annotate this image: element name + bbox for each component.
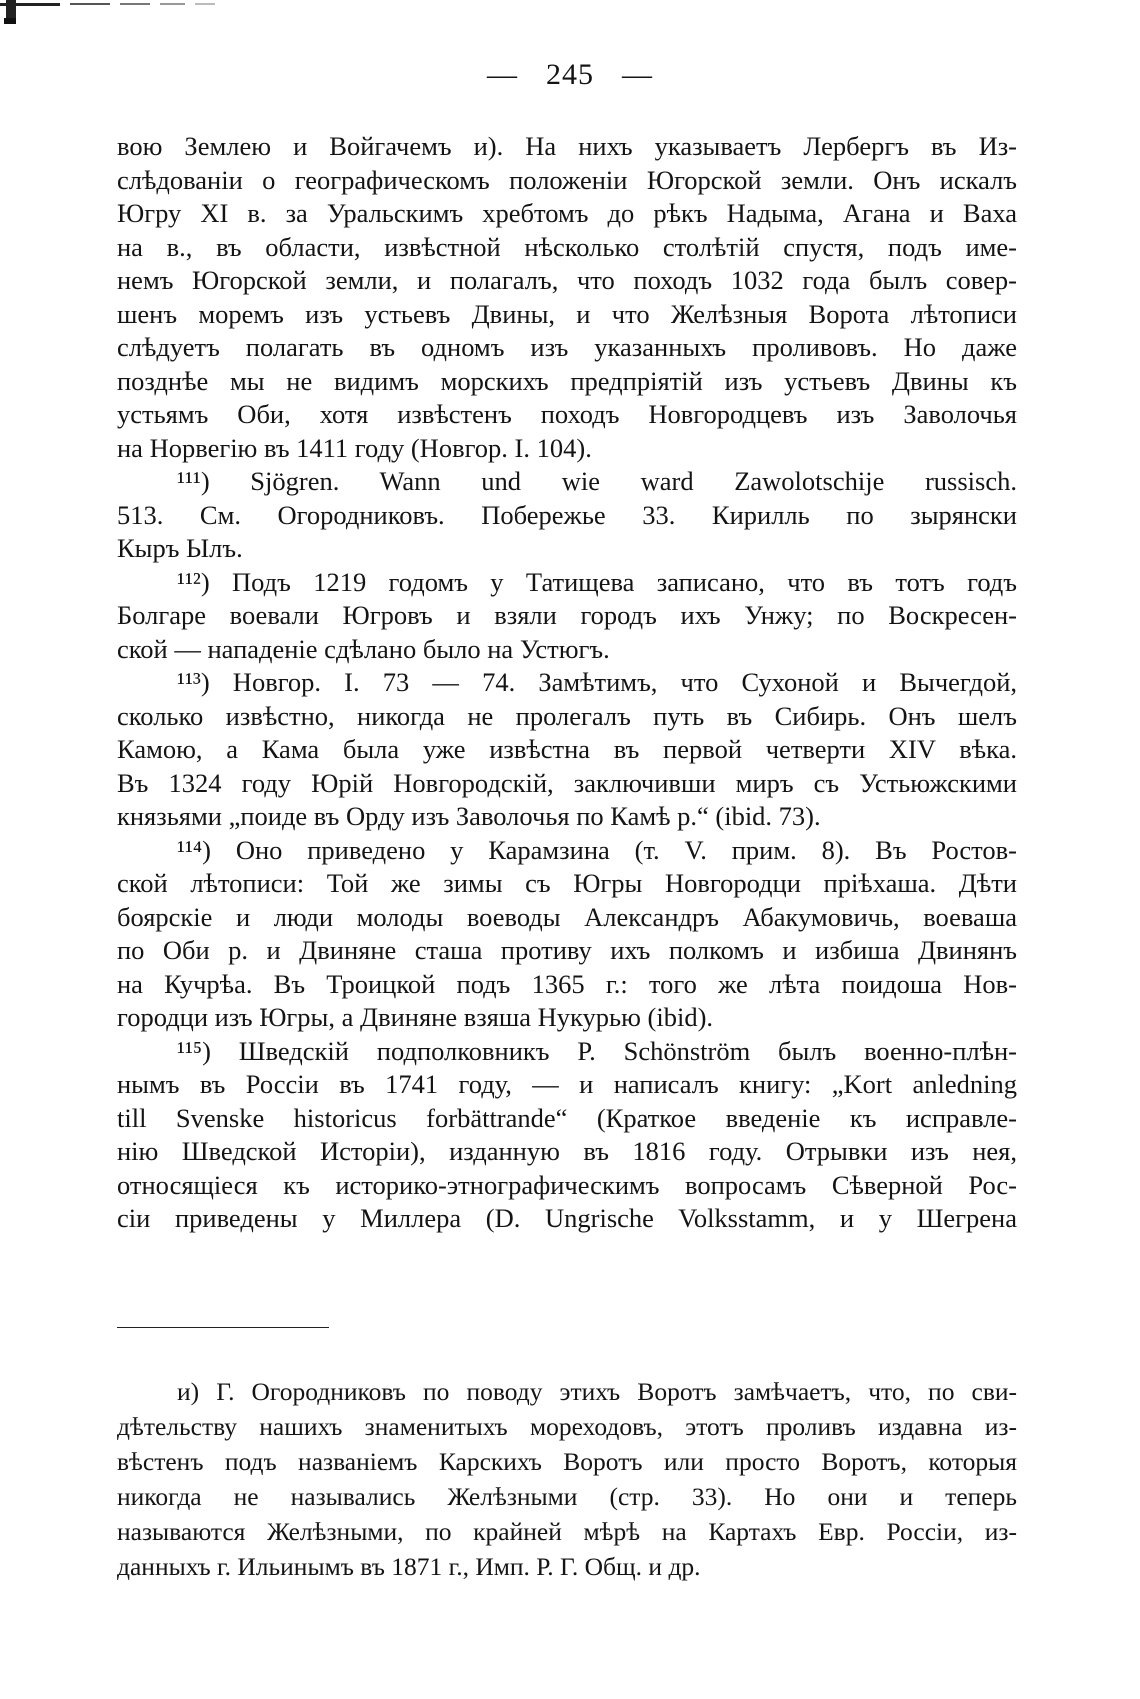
- footnote-line: дѣтельству нашихъ знаменитыхъ мореходовъ, этотъ проливъ издавна из-: [117, 1412, 1017, 1441]
- text-line: немъ Югорской земли, и полагалъ, что походъ 1032 года былъ совер-: [117, 265, 1017, 295]
- text-line: ¹¹²) Подъ 1219 годомъ у Татищева записано, что въ тотъ годъ: [177, 566, 1017, 597]
- text-line: сіи приведены у Миллера (D. Ungrische Volksstamm, и у Шегрена: [117, 1203, 1017, 1233]
- text-line: Болгаре воевали Югровъ и взяли городъ ихъ Унжу; по Воскресен-: [117, 600, 1017, 630]
- text-line: вою Землею и Войгачемъ и). На нихъ указываетъ Лербергъ въ Из-: [117, 131, 1017, 161]
- footnote-line: вѣстенъ подъ названіемъ Карскихъ Воротъ или просто Воротъ, которыя: [117, 1447, 1017, 1476]
- note-114: [117, 834, 1017, 1035]
- text-line: нію Шведской Исторіи), изданную въ 1816 году. Отрывки изъ нея,: [117, 1136, 1017, 1166]
- text-line: ¹¹¹) Sjögren. Wann und wie ward Zawolotschije russisch.: [177, 466, 1017, 496]
- text-line: по Оби р. и Двиняне сташа противу ихъ полкомъ и избиша Двинянъ: [117, 935, 1017, 965]
- page-number-header: [0, 58, 1140, 92]
- text-line: боярскіе и люди молоды воеводы Александръ Абакумовичь, воеваша: [117, 901, 1017, 932]
- text-line: слѣдуетъ полагать въ одномъ изъ указанныхъ проливовъ. Но даже: [117, 332, 1017, 362]
- footnote-line: называются Желѣзными, по крайней мѣрѣ на Картахъ Евр. Россіи, из-: [117, 1517, 1017, 1546]
- text-line: ¹¹³) Новгор. I. 73 — 74. Замѣтимъ, что Сухоной и Вычегдой,: [177, 667, 1017, 697]
- text-line: на Кучрѣа. Въ Троицкой подъ 1365 г.: того же лѣта поидоша Нов-: [117, 968, 1017, 999]
- paragraph-continuation: [117, 130, 1017, 465]
- footnote-line: данныхъ г. Ильинымъ въ 1871 г., Имп. Р. Г. Общ. и др.: [117, 1552, 701, 1581]
- text-line: позднѣе мы не видимъ морскихъ предпріятій изъ устьевъ Двины къ: [117, 365, 1017, 396]
- text-line: князьями „поиде въ Орду изъ Заволочья по Камѣ р.“ (ibid. 73).: [117, 801, 821, 831]
- footnote-line: никогда не назывались Желѣзными (стр. 33). Но они и теперь: [117, 1482, 1017, 1511]
- text-line: городци изъ Югры, а Двиняне взяша Нукурью (ibid).: [117, 1002, 714, 1032]
- text-line: ской — нападеніе сдѣлано было на Устюгъ.: [117, 633, 610, 664]
- text-line: на в., въ области, извѣстной нѣсколько столѣтій спустя, подъ име-: [117, 231, 1017, 262]
- text-line: сколько извѣстно, никогда не пролегалъ путь въ Сибирь. Онъ шелъ: [117, 700, 1017, 731]
- note-111: [117, 465, 1017, 566]
- text-line: Въ 1324 году Юрій Новгородскій, заключивши миръ съ Устьюжскими: [117, 767, 1017, 798]
- text-line: 513. См. Огородниковъ. Побережье 33. Кирилль по зырянски: [117, 499, 1017, 530]
- text-line: Камою, а Кама была уже извѣстна въ первой четверти XIV вѣка.: [117, 734, 1017, 764]
- text-line: till Svenske historicus forbättrande“ (Краткое введеніе къ исправле-: [117, 1102, 1017, 1133]
- footnote-line: и) Г. Огородниковъ по поводу этихъ Воротъ замѣчаетъ, что, по сви-: [177, 1377, 1017, 1406]
- text-line: относящіеся къ историко-этнографическимъ вопросамъ Сѣверной Рос-: [117, 1169, 1017, 1200]
- main-text-block: [117, 130, 1017, 1236]
- note-115: [117, 1035, 1017, 1236]
- text-line: устьямъ Оби, хотя извѣстенъ походъ Новгородцевъ изъ Заволочья: [117, 399, 1017, 429]
- text-line: Кыръ Ылъ.: [117, 533, 243, 563]
- text-line: слѣдованіи о географическомъ положеніи Югорской земли. Онъ искалъ: [117, 164, 1017, 195]
- footnote-divider: [117, 1327, 329, 1328]
- note-112: [117, 566, 1017, 667]
- note-113: [117, 666, 1017, 834]
- page-number: 245: [546, 58, 594, 91]
- page-number-dash-left: —: [487, 58, 518, 91]
- page-number-dash-right: —: [622, 58, 653, 91]
- text-line: ¹¹⁴) Оно приведено у Карамзина (т. V. прим. 8). Въ Ростов-: [177, 834, 1017, 865]
- text-line: на Норвегію въ 1411 году (Новгор. I. 104).: [117, 432, 592, 463]
- text-line: Югру XI в. за Уральскимъ хребтомъ до рѣкъ Надыма, Агана и Ваха: [117, 198, 1017, 228]
- text-line: нымъ въ Россіи въ 1741 году, — и написалъ книгу: „Kort anledning: [117, 1069, 1017, 1099]
- footnote-block: [117, 1374, 1017, 1584]
- scan-artifact-mark: [0, 0, 240, 30]
- text-line: шенъ моремъ изъ устьевъ Двины, и что Желѣзныя Ворота лѣтописи: [117, 298, 1017, 329]
- text-line: ¹¹⁵) Шведскій подполковникъ P. Schönström былъ военно-плѣн-: [177, 1035, 1017, 1066]
- text-line: ской лѣтописи: Той же зимы съ Югры Новгородци пріѣхаша. Дѣти: [117, 868, 1017, 898]
